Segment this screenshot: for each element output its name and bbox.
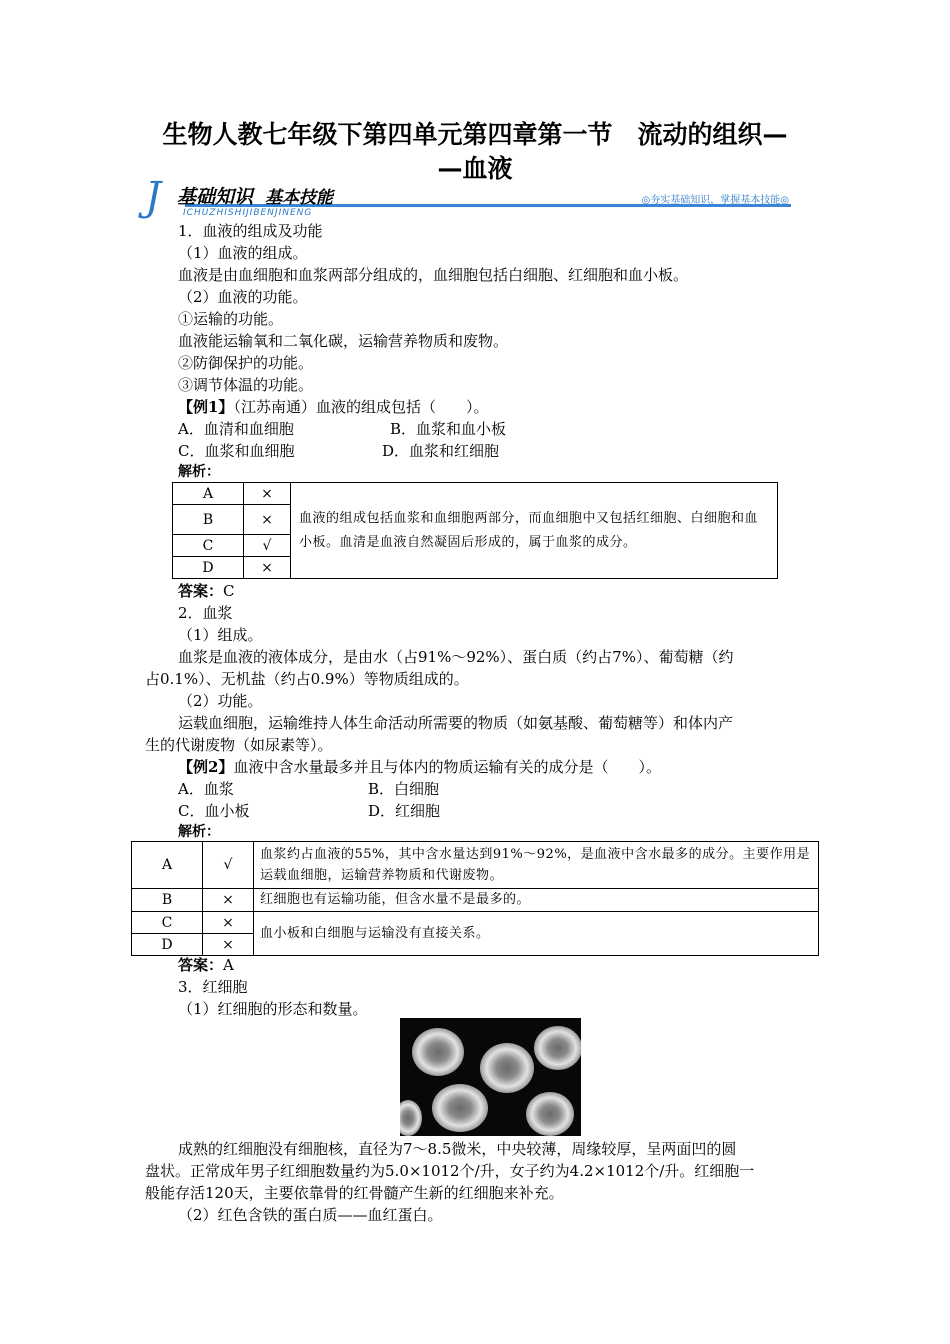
red-blood-cell bbox=[480, 1043, 534, 1093]
s1-option-b: B．血浆和血小板 bbox=[390, 420, 507, 438]
s2-p4a: 运载血细胞，运输维持人体生命活动所需要的物质（如氨基酸、葡萄糖等）和体内产 bbox=[178, 714, 734, 732]
red-blood-cell bbox=[432, 1084, 488, 1132]
s1-p3: （2）血液的功能。 bbox=[178, 288, 308, 306]
s1-p1: （1）血液的组成。 bbox=[178, 244, 308, 262]
s2-answer bbox=[178, 954, 234, 976]
title-line-2: —血液 bbox=[437, 154, 513, 183]
page-title bbox=[140, 118, 810, 186]
s1-example-text: （江苏南通）血液的组成包括（ ）。 bbox=[233, 398, 489, 416]
s1-p6: ②防御保护的功能。 bbox=[178, 354, 314, 372]
s2-p2b: 占0.1%）、无机盐（约占0.9%）等物质组成的。 bbox=[145, 670, 469, 688]
s1-answer-value: C bbox=[223, 582, 235, 600]
s2-option-d: D．红细胞 bbox=[368, 802, 441, 820]
s2-row-1-text: 红细胞也有运输功能，但含水量不是最多的。 bbox=[254, 889, 819, 912]
s1-row-3-option: D bbox=[173, 557, 244, 579]
red-blood-cell bbox=[412, 1028, 464, 1076]
s2-row-0-text: 血浆约占血液的55%，其中含水量达到91%～92%，是血液中含水最多的成分。主要作用是运载血细胞，运输营养物质和代谢废物。 bbox=[254, 842, 819, 889]
s1-answer-label: 答案： bbox=[178, 582, 224, 600]
s3-p1: （1）红细胞的形态和数量。 bbox=[178, 1000, 368, 1018]
banner-label-2: 基本技能 bbox=[265, 188, 333, 208]
s2-row-3-mark: × bbox=[203, 934, 254, 956]
table-row bbox=[132, 842, 819, 889]
s2-p4b: 生的代谢废物（如尿素等）。 bbox=[145, 736, 333, 754]
s1-row-1-option: B bbox=[173, 505, 244, 535]
s2-analysis-label: 解析： bbox=[178, 824, 220, 840]
s1-row-0-mark: × bbox=[244, 483, 291, 505]
s1-example-label: 【例1】 bbox=[178, 398, 234, 416]
s2-example bbox=[178, 756, 661, 778]
s3-p2a: 成熟的红细胞没有细胞核，直径为7～8.5微米，中央较薄，周缘较厚，呈两面凹的圆 bbox=[178, 1140, 737, 1158]
s2-answer-label: 答案： bbox=[178, 956, 224, 974]
red-blood-cells-illustration bbox=[400, 1018, 581, 1136]
s2-p2a: 血浆是血液的液体成分，是由水（占91%～92%）、蛋白质（约占7%）、葡萄糖（约 bbox=[178, 648, 734, 666]
s2-row-0-mark: √ bbox=[203, 842, 254, 889]
s1-answer bbox=[178, 580, 235, 602]
table-row bbox=[173, 483, 778, 505]
s2-answer-value: A bbox=[223, 956, 234, 974]
s1-heading: 1．血液的组成及功能 bbox=[178, 222, 323, 240]
s3-p2c: 般能存活120天，主要依靠骨的红骨髓产生新的红细胞来补充。 bbox=[145, 1184, 564, 1202]
s2-option-c: C．血小板 bbox=[178, 802, 250, 820]
s1-option-d: D．血浆和红细胞 bbox=[382, 442, 500, 460]
s3-p3: （2）红色含铁的蛋白质——血红蛋白。 bbox=[178, 1206, 443, 1224]
red-blood-cell bbox=[526, 1092, 574, 1136]
s2-row-2-mark: × bbox=[203, 912, 254, 934]
s2-example-label: 【例2】 bbox=[178, 758, 234, 776]
s1-row-3-mark: × bbox=[244, 557, 291, 579]
s1-row-2-mark: √ bbox=[244, 535, 291, 557]
table-row bbox=[132, 889, 819, 912]
s1-row-2-option: C bbox=[173, 535, 244, 557]
banner-j-letter: J bbox=[145, 174, 162, 220]
table-row bbox=[132, 912, 819, 934]
red-blood-cell bbox=[400, 1100, 422, 1136]
s1-p7: ③调节体温的功能。 bbox=[178, 376, 314, 394]
s2-option-b: B．白细胞 bbox=[368, 780, 440, 798]
banner-label-1: 基础知识 bbox=[177, 186, 254, 208]
s2-row-1-mark: × bbox=[203, 889, 254, 912]
s1-explanation: 血液的组成包括血浆和血细胞两部分，而血细胞中又包括红细胞、白细胞和血小板。血清是血液自然凝固后形成的，属于血浆的成分。 bbox=[291, 483, 778, 579]
s2-row-2-text: 血小板和白细胞与运输没有直接关系。 bbox=[254, 912, 819, 956]
red-blood-cells-image bbox=[400, 1018, 581, 1136]
s1-p4: ①运输的功能。 bbox=[178, 310, 284, 328]
title-line-1: 生物人教七年级下第四单元第四章第一节 流动的组织— bbox=[162, 120, 788, 149]
s1-row-0-option: A bbox=[173, 483, 244, 505]
s2-row-1-option: B bbox=[132, 889, 203, 912]
s2-heading: 2．血浆 bbox=[178, 604, 233, 622]
s2-p3: （2）功能。 bbox=[178, 692, 263, 710]
s2-row-2-option: C bbox=[132, 912, 203, 934]
s1-p2: 血液是由血细胞和血浆两部分组成的，血细胞包括白细胞、红细胞和血小板。 bbox=[178, 266, 689, 284]
s1-row-1-mark: × bbox=[244, 505, 291, 535]
section-banner bbox=[145, 174, 795, 220]
s3-heading: 3．红细胞 bbox=[178, 978, 248, 996]
s1-analysis-label: 解析： bbox=[178, 464, 220, 480]
s1-p5: 血液能运输氧和二氧化碳，运输营养物质和废物。 bbox=[178, 332, 509, 350]
s3-p2b: 盘状。正常成年男子红细胞数量约为5.0×1012个/升，女子约为4.2×1012个/升。红细胞一 bbox=[145, 1162, 755, 1180]
s2-option-a: A．血浆 bbox=[178, 780, 234, 798]
s2-analysis-table bbox=[131, 841, 819, 956]
banner-slogan: ◎夯实基础知识，掌握基本技能◎ bbox=[641, 195, 789, 206]
s2-example-text: 血液中含水量最多并且与体内的物质运输有关的成分是（ ）。 bbox=[233, 758, 661, 776]
s2-row-0-option: A bbox=[132, 842, 203, 889]
banner-pinyin: ICHUZHISHIJIBENJINENG bbox=[183, 208, 313, 218]
s2-p1: （1）组成。 bbox=[178, 626, 263, 644]
s1-analysis-table bbox=[172, 482, 778, 579]
s1-option-c: C．血浆和血细胞 bbox=[178, 442, 295, 460]
s1-example bbox=[178, 396, 488, 418]
s2-row-3-option: D bbox=[132, 934, 203, 956]
red-blood-cell bbox=[534, 1026, 581, 1070]
s1-option-a: A．血清和血细胞 bbox=[178, 420, 294, 438]
